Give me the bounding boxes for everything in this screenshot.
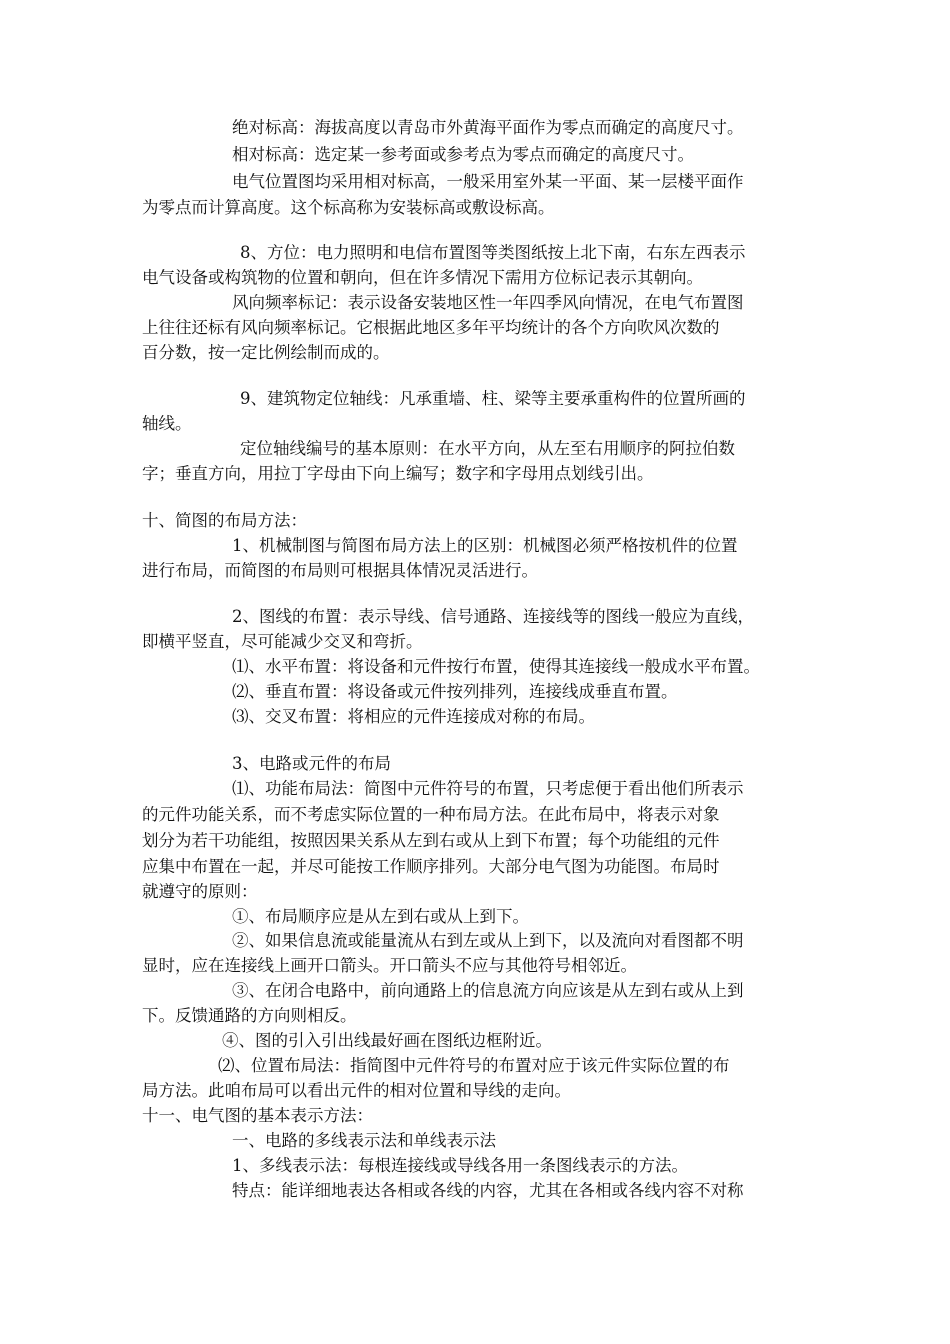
text-line: 风向频率标记：表示设备安装地区性一年四季风向情况，在电气布置图 [232,293,744,312]
text-line: ⑵、垂直布置：将设备或元件按列排列，连接线成垂直布置。 [232,682,678,701]
text-line: ③、在闭合电路中，前向通路上的信息流方向应该是从左到右或从上到 [232,981,744,1000]
text-line: 电气位置图均采用相对标高，一般采用室外某一平面、某一层楼平面作 [232,172,744,191]
text-line: 应集中布置在一起，并尽可能按工作顺序排列。大部分电气图为功能图。布局时 [142,857,720,876]
section-heading: 十一、电气图的基本表示方法： [142,1106,373,1125]
text-line: 绝对标高：海拔高度以青岛市外黄海平面作为零点而确定的高度尺寸。 [232,118,744,137]
text-line: ⑵、位置布局法：指简图中元件符号的布置对应于该元件实际位置的布 [218,1056,730,1075]
text-line: 1、机械制图与简图布局方法上的区别：机械图必须严格按机件的位置 [232,536,738,555]
section-heading: 十、简图的布局方法： [142,511,307,530]
text-line: 一、电路的多线表示法和单线表示法 [232,1131,496,1150]
text-line: 为零点而计算高度。这个标高称为安装标高或敷设标高。 [142,198,555,217]
text-line: 轴线。 [142,414,192,433]
text-line: 上往往还标有风向频率标记。它根据此地区多年平均统计的各个方向吹风次数的 [142,318,720,337]
text-line: ⑴、功能布局法：简图中元件符号的布置，只考虑便于看出他们所表示 [232,779,744,798]
text-line: ⑶、交叉布置：将相应的元件连接成对称的布局。 [232,707,595,726]
text-line: 定位轴线编号的基本原则：在水平方向，从左至右用顺序的阿拉伯数 [240,439,735,458]
text-line: 1、多线表示法：每根连接线或导线各用一条图线表示的方法。 [232,1156,688,1175]
text-line: 局方法。此咱布局可以看出元件的相对位置和导线的走向。 [142,1081,571,1100]
text-line: 进行布局，而简图的布局则可根据具体情况灵活进行。 [142,561,538,580]
text-line: ⑴、水平布置：将设备和元件按行布置，使得其连接线一般成水平布置。 [232,657,760,676]
text-line: 9、建筑物定位轴线：凡承重墙、柱、梁等主要承重构件的位置所画的 [240,389,746,408]
text-line: 显时，应在连接线上画开口箭头。开口箭头不应与其他符号相邻近。 [142,956,637,975]
text-line: 就遵守的原则： [142,882,258,901]
text-line: 2、图线的布置：表示导线、信号通路、连接线等的图线一般应为直线， [232,607,754,626]
text-line: ②、如果信息流或能量流从右到左或从上到下，以及流向对看图都不明 [232,931,744,950]
text-line: 8、方位：电力照明和电信布置图等类图纸按上北下南，右东左西表示 [240,243,746,262]
text-line: ④、图的引入引出线最好画在图纸边框附近。 [222,1031,552,1050]
text-line: 相对标高：选定某一参考面或参考点为零点而确定的高度尺寸。 [232,145,694,164]
text-line: 下。反馈通路的方向则相反。 [142,1006,357,1025]
text-line: 划分为若干功能组，按照因果关系从左到右或从上到下布置；每个功能组的元件 [142,831,720,850]
text-line: 字；垂直方向，用拉丁字母由下向上编写；数字和字母用点划线引出。 [142,464,654,483]
text-line: 的元件功能关系，而不考虑实际位置的一种布局方法。在此布局中，将表示对象 [142,805,720,824]
text-line: 3、电路或元件的布局 [232,754,391,773]
text-line: 百分数，按一定比例绘制而成的。 [142,343,390,362]
text-line: ①、布局顺序应是从左到右或从上到下。 [232,907,529,926]
text-line: 电气设备或构筑物的位置和朝向，但在许多情况下需用方位标记表示其朝向。 [142,268,703,287]
text-line: 特点：能详细地表达各相或各线的内容，尤其在各相或各线内容不对称 [232,1181,744,1200]
text-line: 即横平竖直，尽可能减少交叉和弯折。 [142,632,423,651]
